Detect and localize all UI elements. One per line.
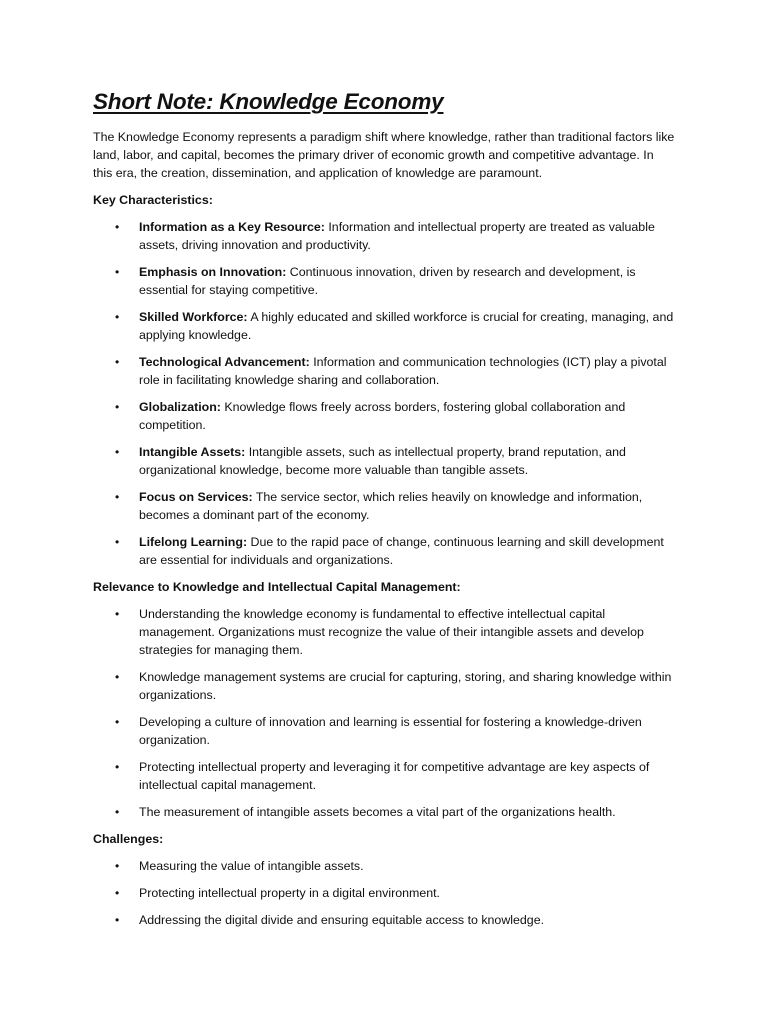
item-lead: Intangible Assets: bbox=[139, 445, 246, 459]
list-item bbox=[93, 398, 675, 434]
item-text: Developing a culture of innovation and learning is essential for fostering a knowledge-driven organization. bbox=[139, 715, 642, 747]
bullet-icon: • bbox=[115, 490, 120, 504]
challenges-heading: Challenges: bbox=[93, 832, 164, 846]
bullet-icon: • bbox=[115, 760, 120, 774]
item-text: Knowledge flows freely across borders, fostering global collaboration and competition. bbox=[139, 400, 626, 432]
key-characteristics-list bbox=[93, 218, 675, 569]
list-item bbox=[93, 353, 675, 389]
relevance-heading: Relevance to Knowledge and Intellectual Capital Management: bbox=[93, 580, 461, 594]
item-text: Due to the rapid pace of change, continuous learning and skill development are essential for individuals and organizations. bbox=[139, 535, 664, 567]
challenges-list bbox=[93, 857, 675, 929]
bullet-icon: • bbox=[115, 715, 120, 729]
list-item bbox=[93, 443, 675, 479]
item-text: Information and intellectual property are treated as valuable assets, driving innovation and productivity. bbox=[139, 220, 655, 252]
bullet-icon: • bbox=[115, 445, 120, 459]
item-text: The service sector, which relies heavily on knowledge and information, becomes a dominant part of the economy. bbox=[139, 490, 643, 522]
bullet-icon: • bbox=[115, 535, 120, 549]
bullet-icon: • bbox=[115, 913, 120, 927]
list-item bbox=[93, 668, 675, 704]
bullet-icon: • bbox=[115, 886, 120, 900]
item-text: Information and communication technologies (ICT) play a pivotal role in facilitating knowledge sharing and collaboration. bbox=[139, 355, 667, 387]
item-text: The measurement of intangible assets becomes a vital part of the organizations health. bbox=[139, 805, 616, 819]
bullet-icon: • bbox=[115, 805, 120, 819]
item-text: Intangible assets, such as intellectual property, brand reputation, and organizational knowledge, become more valuable than tangible assets. bbox=[139, 445, 626, 477]
item-text: Knowledge management systems are crucial for capturing, storing, and sharing knowledge within organizations. bbox=[139, 670, 672, 702]
item-text: Protecting intellectual property in a digital environment. bbox=[139, 886, 440, 900]
item-text: A highly educated and skilled workforce is crucial for creating, managing, and applying knowledge. bbox=[139, 310, 674, 342]
item-lead: Skilled Workforce: bbox=[139, 310, 248, 324]
list-item bbox=[93, 803, 675, 821]
list-item bbox=[93, 911, 675, 929]
item-lead: Emphasis on Innovation: bbox=[139, 265, 287, 279]
bullet-icon: • bbox=[115, 355, 120, 369]
list-item bbox=[93, 857, 675, 875]
list-item bbox=[93, 533, 675, 569]
intro-paragraph: The Knowledge Economy represents a paradigm shift where knowledge, rather than traditional factors like land, labor, and capital, becomes the primary driver of economic growth and competitive advantage. In this era, the creation, dissemination, and application of knowledge are paramount. bbox=[93, 130, 675, 180]
list-item bbox=[93, 488, 675, 524]
list-item bbox=[93, 884, 675, 902]
item-text: Measuring the value of intangible assets. bbox=[139, 859, 364, 873]
item-text: Understanding the knowledge economy is fundamental to effective intellectual capital management. Organizations must recognize the value of their intangible assets and develop strategies for managing them. bbox=[139, 607, 644, 657]
list-item bbox=[93, 308, 675, 344]
item-lead: Globalization: bbox=[139, 400, 221, 414]
document-title: Short Note: Knowledge Economy bbox=[93, 89, 444, 114]
document-body bbox=[93, 86, 675, 938]
item-text: Addressing the digital divide and ensuring equitable access to knowledge. bbox=[139, 913, 545, 927]
list-item bbox=[93, 218, 675, 254]
item-lead: Lifelong Learning: bbox=[139, 535, 248, 549]
list-item bbox=[93, 713, 675, 749]
item-lead: Information as a Key Resource: bbox=[139, 220, 325, 234]
item-text: Continuous innovation, driven by research and development, is essential for staying competitive. bbox=[139, 265, 636, 297]
bullet-icon: • bbox=[115, 607, 120, 621]
bullet-icon: • bbox=[115, 220, 120, 234]
key-characteristics-heading: Key Characteristics: bbox=[93, 193, 213, 207]
relevance-list bbox=[93, 605, 675, 821]
bullet-icon: • bbox=[115, 400, 120, 414]
bullet-icon: • bbox=[115, 310, 120, 324]
bullet-icon: • bbox=[115, 670, 120, 684]
bullet-icon: • bbox=[115, 265, 120, 279]
list-item bbox=[93, 758, 675, 794]
item-lead: Focus on Services: bbox=[139, 490, 253, 504]
bullet-icon: • bbox=[115, 859, 120, 873]
item-text: Protecting intellectual property and leveraging it for competitive advantage are key aspects of intellectual capital management. bbox=[139, 760, 650, 792]
list-item bbox=[93, 263, 675, 299]
item-lead: Technological Advancement: bbox=[139, 355, 310, 369]
list-item bbox=[93, 605, 675, 659]
